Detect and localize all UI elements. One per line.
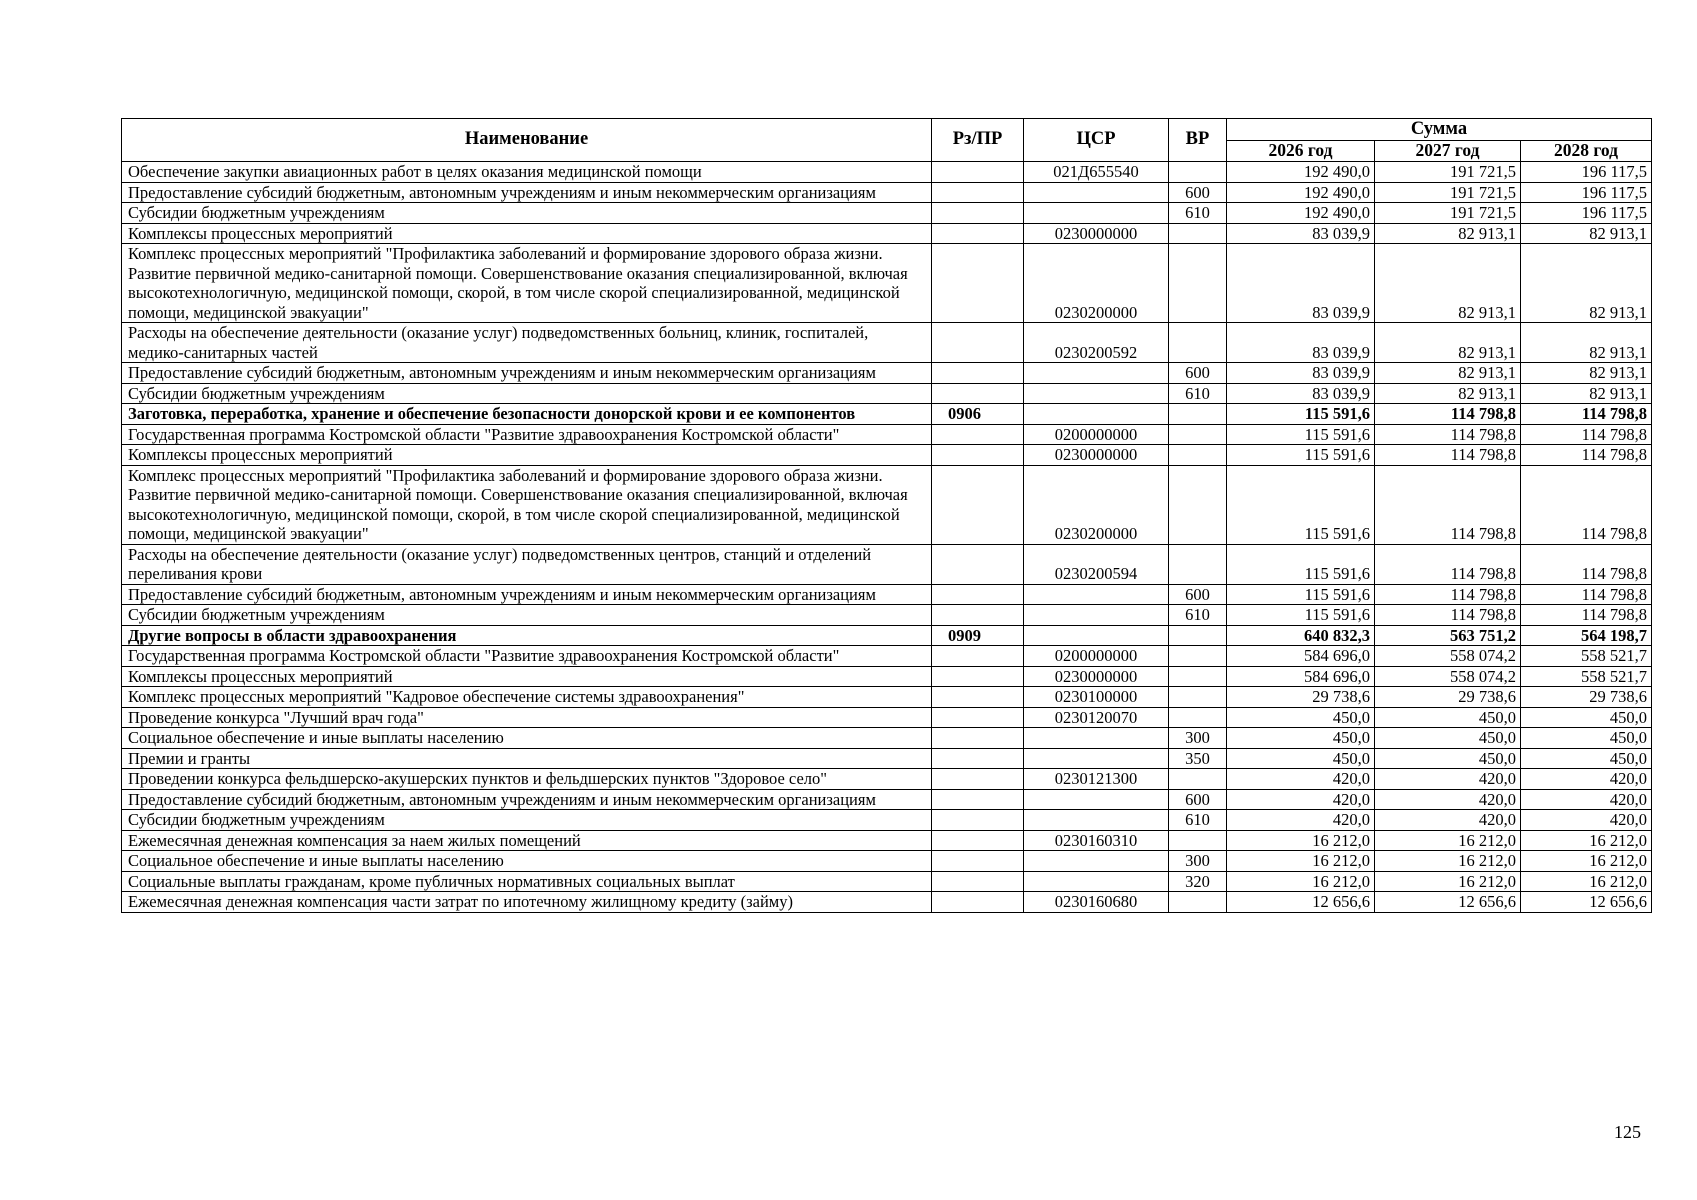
cell-rzpr [932,666,1024,687]
cell-2026: 640 832,3 [1227,625,1375,646]
cell-name: Проведении конкурса фельдшерско-акушерских пунктов и фельдшерских пунктов "Здоровое село" [122,769,932,790]
cell-csr: 0230120070 [1024,707,1169,728]
cell-vr [1169,830,1227,851]
cell-vr: 600 [1169,789,1227,810]
cell-vr: 600 [1169,182,1227,203]
cell-2026: 450,0 [1227,748,1375,769]
cell-2026: 420,0 [1227,810,1375,831]
cell-rzpr [932,810,1024,831]
cell-2028: 196 117,5 [1521,182,1652,203]
cell-csr [1024,182,1169,203]
cell-vr [1169,769,1227,790]
cell-csr [1024,203,1169,224]
section-row [122,404,1652,425]
cell-csr [1024,625,1169,646]
cell-csr [1024,363,1169,384]
cell-vr [1169,404,1227,425]
cell-csr: 0200000000 [1024,646,1169,667]
cell-2027: 114 798,8 [1375,445,1521,466]
cell-2028: 450,0 [1521,728,1652,749]
cell-2027: 16 212,0 [1375,871,1521,892]
cell-2026: 115 591,6 [1227,605,1375,626]
cell-2028: 82 913,1 [1521,323,1652,363]
cell-name: Субсидии бюджетным учреждениям [122,203,932,224]
cell-2027: 82 913,1 [1375,363,1521,384]
table-row [122,182,1652,203]
cell-name: Другие вопросы в области здравоохранения [122,625,932,646]
cell-vr: 610 [1169,605,1227,626]
cell-2027: 450,0 [1375,707,1521,728]
cell-2028: 29 738,6 [1521,687,1652,708]
cell-name: Социальное обеспечение и иные выплаты населению [122,728,932,749]
cell-name: Субсидии бюджетным учреждениям [122,810,932,831]
cell-vr [1169,544,1227,584]
cell-vr: 320 [1169,871,1227,892]
cell-2028: 82 913,1 [1521,383,1652,404]
cell-2028: 16 212,0 [1521,851,1652,872]
budget-table [121,118,1652,913]
cell-2028: 420,0 [1521,789,1652,810]
cell-name: Предоставление субсидий бюджетным, автономным учреждениям и иным некоммерческим организациям [122,584,932,605]
cell-2028: 16 212,0 [1521,830,1652,851]
cell-2026: 584 696,0 [1227,666,1375,687]
cell-rzpr [932,383,1024,404]
cell-vr: 610 [1169,203,1227,224]
cell-csr: 0230200594 [1024,544,1169,584]
cell-2028: 450,0 [1521,748,1652,769]
budget-table-container [121,118,1652,913]
cell-name: Предоставление субсидий бюджетным, автономным учреждениям и иным некоммерческим организациям [122,789,932,810]
cell-vr: 610 [1169,383,1227,404]
cell-rzpr [932,445,1024,466]
cell-csr [1024,383,1169,404]
cell-rzpr [932,424,1024,445]
cell-name: Предоставление субсидий бюджетным, автономным учреждениям и иным некоммерческим организациям [122,182,932,203]
cell-rzpr: 0909 [932,625,1024,646]
cell-2027: 114 798,8 [1375,404,1521,425]
cell-2028: 82 913,1 [1521,363,1652,384]
cell-vr [1169,445,1227,466]
table-row [122,244,1652,323]
cell-rzpr [932,892,1024,913]
cell-csr [1024,404,1169,425]
cell-rzpr [932,465,1024,544]
cell-rzpr [932,544,1024,584]
table-row [122,851,1652,872]
cell-2028: 114 798,8 [1521,404,1652,425]
cell-vr [1169,687,1227,708]
cell-2027: 82 913,1 [1375,323,1521,363]
cell-2026: 192 490,0 [1227,182,1375,203]
cell-csr: 0230000000 [1024,445,1169,466]
cell-name: Комплекс процессных мероприятий "Кадровое обеспечение системы здравоохранения" [122,687,932,708]
cell-csr: 0230160680 [1024,892,1169,913]
cell-rzpr [932,871,1024,892]
cell-rzpr [932,223,1024,244]
cell-2027: 114 798,8 [1375,544,1521,584]
table-row [122,666,1652,687]
table-header [122,119,1652,162]
cell-name: Комплекс процессных мероприятий "Профилактика заболеваний и формирование здорового образа жизни. Развитие первичной медико-санитарной помощи. Совершенствование оказания специализированной, включая высокотехнологичную, медицинской помощи, скорой, в том числе скорой специализированной, медицинской помощи, медицинской эвакуации" [122,465,932,544]
cell-name: Комплексы процессных мероприятий [122,445,932,466]
cell-vr [1169,892,1227,913]
cell-vr [1169,223,1227,244]
table-row [122,162,1652,183]
cell-2028: 114 798,8 [1521,584,1652,605]
cell-rzpr [932,646,1024,667]
cell-csr: 0230000000 [1024,223,1169,244]
cell-rzpr [932,203,1024,224]
cell-name: Предоставление субсидий бюджетным, автономным учреждениям и иным некоммерческим организациям [122,363,932,384]
cell-2028: 82 913,1 [1521,244,1652,323]
table-body [122,162,1652,913]
cell-2028: 196 117,5 [1521,162,1652,183]
cell-2026: 192 490,0 [1227,203,1375,224]
table-row [122,892,1652,913]
header-year-2027: 2027 год [1375,141,1521,162]
cell-2026: 29 738,6 [1227,687,1375,708]
cell-csr [1024,728,1169,749]
cell-2026: 115 591,6 [1227,404,1375,425]
table-row [122,748,1652,769]
header-year-2028: 2028 год [1521,141,1652,162]
cell-2027: 450,0 [1375,748,1521,769]
cell-csr: 0230121300 [1024,769,1169,790]
table-row [122,646,1652,667]
cell-2028: 114 798,8 [1521,445,1652,466]
cell-2027: 420,0 [1375,769,1521,790]
table-row [122,424,1652,445]
table-row [122,323,1652,363]
cell-2026: 584 696,0 [1227,646,1375,667]
cell-rzpr [932,244,1024,323]
table-row [122,728,1652,749]
header-rzpr: Рз/ПР [932,119,1024,162]
cell-csr [1024,851,1169,872]
cell-2028: 564 198,7 [1521,625,1652,646]
cell-2027: 191 721,5 [1375,203,1521,224]
cell-vr: 350 [1169,748,1227,769]
cell-vr [1169,707,1227,728]
cell-2026: 12 656,6 [1227,892,1375,913]
cell-2027: 114 798,8 [1375,584,1521,605]
cell-2027: 16 212,0 [1375,830,1521,851]
cell-rzpr [932,363,1024,384]
cell-name: Ежемесячная денежная компенсация части затрат по ипотечному жилищному кредиту (займу) [122,892,932,913]
table-row [122,465,1652,544]
cell-2028: 196 117,5 [1521,203,1652,224]
cell-csr: 0230100000 [1024,687,1169,708]
cell-vr [1169,625,1227,646]
cell-2027: 12 656,6 [1375,892,1521,913]
cell-name: Субсидии бюджетным учреждениям [122,605,932,626]
cell-rzpr: 0906 [932,404,1024,425]
cell-2027: 114 798,8 [1375,465,1521,544]
header-name: Наименование [122,119,932,162]
cell-2026: 83 039,9 [1227,363,1375,384]
cell-vr [1169,666,1227,687]
cell-2027: 563 751,2 [1375,625,1521,646]
cell-2026: 420,0 [1227,789,1375,810]
cell-2026: 420,0 [1227,769,1375,790]
cell-vr: 300 [1169,851,1227,872]
cell-csr: 0230000000 [1024,666,1169,687]
cell-csr [1024,605,1169,626]
cell-2026: 450,0 [1227,728,1375,749]
cell-name: Заготовка, переработка, хранение и обеспечение безопасности донорской крови и ее компонентов [122,404,932,425]
cell-vr: 610 [1169,810,1227,831]
header-csr: ЦСР [1024,119,1169,162]
cell-2027: 82 913,1 [1375,383,1521,404]
cell-csr [1024,871,1169,892]
table-row [122,203,1652,224]
cell-rzpr [932,162,1024,183]
table-row [122,707,1652,728]
cell-name: Комплекс процессных мероприятий "Профилактика заболеваний и формирование здорового образа жизни. Развитие первичной медико-санитарной помощи. Совершенствование оказания специализированной, включая высокотехнологичную, медицинской помощи, скорой, в том числе скорой специализированной, медицинской помощи, медицинской эвакуации" [122,244,932,323]
cell-2027: 450,0 [1375,728,1521,749]
cell-csr: 0230200592 [1024,323,1169,363]
table-row [122,383,1652,404]
cell-2028: 114 798,8 [1521,544,1652,584]
cell-name: Обеспечение закупки авиационных работ в целях оказания медицинской помощи [122,162,932,183]
cell-2027: 420,0 [1375,810,1521,831]
cell-name: Ежемесячная денежная компенсация за наем жилых помещений [122,830,932,851]
table-row [122,810,1652,831]
table-row [122,789,1652,810]
cell-name: Субсидии бюджетным учреждениям [122,383,932,404]
cell-2028: 16 212,0 [1521,871,1652,892]
cell-name: Социальное обеспечение и иные выплаты населению [122,851,932,872]
cell-name: Премии и гранты [122,748,932,769]
cell-2026: 83 039,9 [1227,244,1375,323]
cell-2027: 16 212,0 [1375,851,1521,872]
table-row [122,363,1652,384]
cell-vr [1169,424,1227,445]
cell-2028: 558 521,7 [1521,666,1652,687]
header-sum: Сумма [1227,119,1652,141]
cell-rzpr [932,830,1024,851]
cell-2027: 82 913,1 [1375,223,1521,244]
cell-vr [1169,323,1227,363]
cell-csr [1024,584,1169,605]
cell-rzpr [932,605,1024,626]
cell-csr [1024,748,1169,769]
cell-2026: 115 591,6 [1227,465,1375,544]
cell-2028: 82 913,1 [1521,223,1652,244]
cell-csr: 0230160310 [1024,830,1169,851]
cell-2026: 115 591,6 [1227,584,1375,605]
cell-2027: 114 798,8 [1375,605,1521,626]
table-row [122,769,1652,790]
cell-2028: 450,0 [1521,707,1652,728]
cell-2026: 115 591,6 [1227,544,1375,584]
cell-rzpr [932,584,1024,605]
cell-name: Комплексы процессных мероприятий [122,666,932,687]
cell-2026: 115 591,6 [1227,445,1375,466]
table-row [122,445,1652,466]
cell-2026: 192 490,0 [1227,162,1375,183]
cell-2027: 420,0 [1375,789,1521,810]
cell-2026: 450,0 [1227,707,1375,728]
cell-rzpr [932,687,1024,708]
cell-2026: 16 212,0 [1227,830,1375,851]
cell-vr [1169,465,1227,544]
cell-2028: 12 656,6 [1521,892,1652,913]
cell-csr [1024,810,1169,831]
cell-vr [1169,162,1227,183]
cell-2028: 114 798,8 [1521,605,1652,626]
cell-2026: 16 212,0 [1227,871,1375,892]
cell-2026: 115 591,6 [1227,424,1375,445]
cell-name: Расходы на обеспечение деятельности (оказание услуг) подведомственных больниц, клиник, госпиталей, медико-санитарных частей [122,323,932,363]
table-row [122,605,1652,626]
cell-2027: 558 074,2 [1375,646,1521,667]
cell-csr: 0230200000 [1024,465,1169,544]
cell-2028: 114 798,8 [1521,465,1652,544]
cell-2027: 114 798,8 [1375,424,1521,445]
header-vr: ВР [1169,119,1227,162]
cell-2027: 29 738,6 [1375,687,1521,708]
cell-name: Комплексы процессных мероприятий [122,223,932,244]
table-row [122,687,1652,708]
cell-name: Государственная программа Костромской области "Развитие здравоохранения Костромской области" [122,646,932,667]
cell-2026: 83 039,9 [1227,323,1375,363]
cell-name: Проведение конкурса "Лучший врач года" [122,707,932,728]
cell-2028: 558 521,7 [1521,646,1652,667]
cell-name: Государственная программа Костромской области "Развитие здравоохранения Костромской области" [122,424,932,445]
cell-vr: 600 [1169,584,1227,605]
cell-rzpr [932,728,1024,749]
cell-rzpr [932,182,1024,203]
cell-rzpr [932,748,1024,769]
cell-csr [1024,789,1169,810]
cell-2027: 191 721,5 [1375,162,1521,183]
table-row [122,544,1652,584]
cell-vr [1169,646,1227,667]
table-row [122,223,1652,244]
cell-rzpr [932,851,1024,872]
cell-2026: 83 039,9 [1227,223,1375,244]
cell-rzpr [932,707,1024,728]
cell-2026: 16 212,0 [1227,851,1375,872]
table-row [122,871,1652,892]
cell-2027: 191 721,5 [1375,182,1521,203]
cell-2026: 83 039,9 [1227,383,1375,404]
cell-csr: 0230200000 [1024,244,1169,323]
cell-2028: 420,0 [1521,769,1652,790]
cell-rzpr [932,789,1024,810]
cell-rzpr [932,323,1024,363]
page-number: 125 [1614,1122,1641,1142]
cell-2027: 558 074,2 [1375,666,1521,687]
cell-vr: 600 [1169,363,1227,384]
cell-csr: 021Д655540 [1024,162,1169,183]
cell-name: Социальные выплаты гражданам, кроме публичных нормативных социальных выплат [122,871,932,892]
cell-rzpr [932,769,1024,790]
cell-2027: 82 913,1 [1375,244,1521,323]
cell-name: Расходы на обеспечение деятельности (оказание услуг) подведомственных центров, станций и отделений переливания крови [122,544,932,584]
cell-csr: 0200000000 [1024,424,1169,445]
cell-2028: 420,0 [1521,810,1652,831]
section-row [122,625,1652,646]
cell-2028: 114 798,8 [1521,424,1652,445]
table-row [122,584,1652,605]
cell-vr [1169,244,1227,323]
cell-vr: 300 [1169,728,1227,749]
header-year-2026: 2026 год [1227,141,1375,162]
table-row [122,830,1652,851]
